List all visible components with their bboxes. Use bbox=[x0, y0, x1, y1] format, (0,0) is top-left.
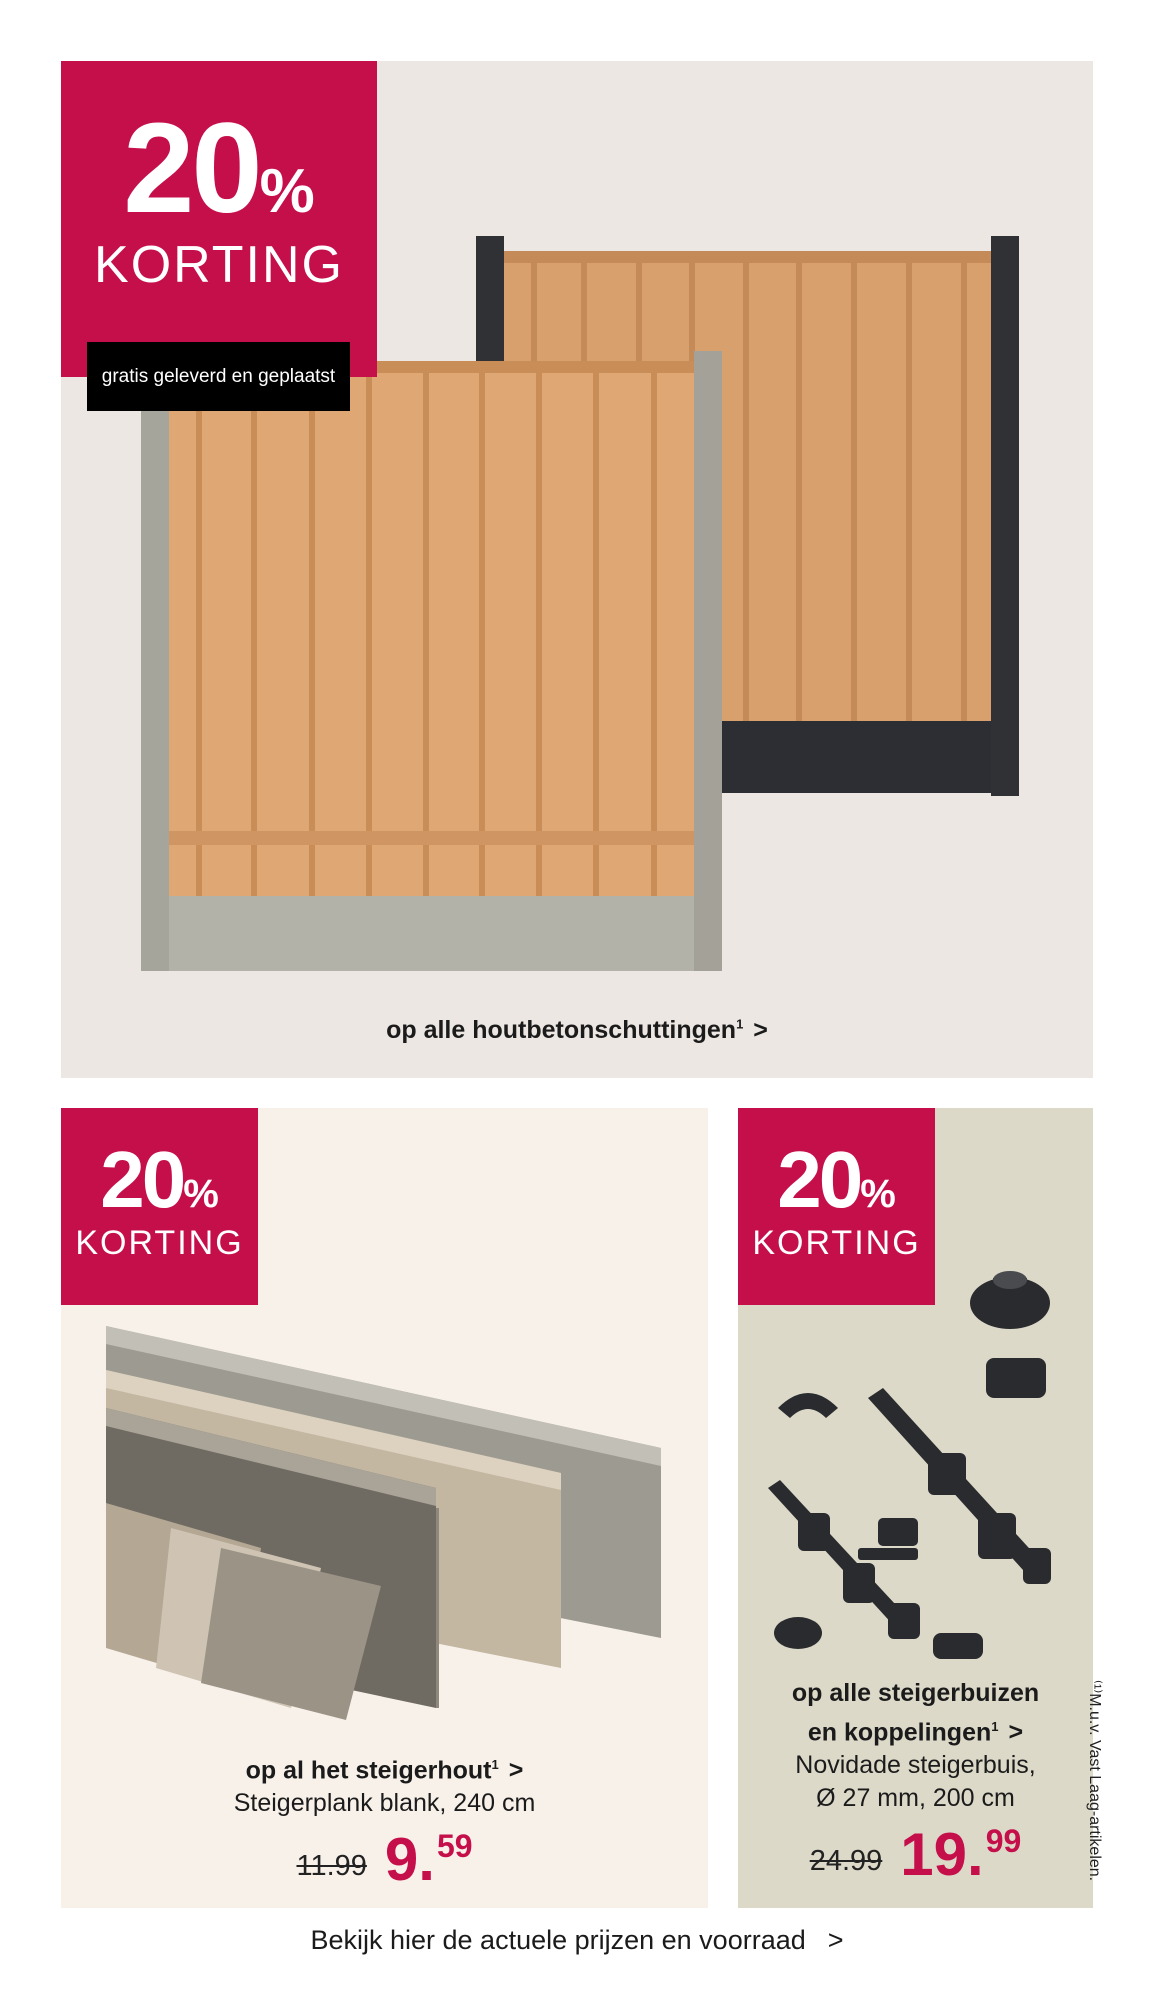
discount-percent: 20 bbox=[100, 1135, 184, 1224]
chevron-right-icon: > bbox=[827, 1925, 844, 1955]
scaffold-wood-offer-panel[interactable] bbox=[61, 1108, 708, 1908]
new-price bbox=[900, 1821, 1022, 1889]
scaffold-tube-offer-text bbox=[738, 1676, 1093, 1889]
scaffold-tube-offer-panel[interactable] bbox=[738, 1108, 1093, 1908]
view-prices-label: Bekijk hier de actuele prijzen en voorraad bbox=[310, 1925, 806, 1955]
new-price-whole: 19. bbox=[900, 1821, 984, 1889]
percent-sign: % bbox=[183, 1172, 219, 1216]
scaffold-tube-caption-line1[interactable]: op alle steigerbuizen bbox=[791, 1679, 1040, 1707]
percent-sign: % bbox=[860, 1172, 896, 1216]
new-price-cents: 59 bbox=[436, 1828, 473, 1865]
fence-offer-caption: op alle houtbetonschuttingen bbox=[386, 1016, 737, 1044]
discount-percent: 20 bbox=[123, 97, 260, 240]
percent-sign: % bbox=[259, 157, 315, 226]
delivery-note: gratis geleverd en geplaatst bbox=[87, 342, 350, 411]
footnote-ref: 1 bbox=[991, 1719, 999, 1734]
fence-offer-panel[interactable] bbox=[61, 61, 1093, 1078]
product-name: Steigerplank blank, 240 cm bbox=[233, 1789, 536, 1818]
scaffold-wood-caption: op al het steigerhout bbox=[245, 1756, 492, 1785]
new-price-cents: 99 bbox=[985, 1823, 1022, 1860]
discount-badge bbox=[738, 1108, 935, 1305]
scaffold-tube-offer-link[interactable] bbox=[738, 1710, 1093, 1749]
product-name-line2: Ø 27 mm, 200 cm bbox=[816, 1784, 1015, 1813]
discount-badge bbox=[61, 61, 377, 377]
view-prices-link[interactable] bbox=[0, 1925, 1154, 1956]
discount-percent: 20 bbox=[777, 1135, 861, 1224]
new-price bbox=[384, 1826, 473, 1894]
discount-label: KORTING bbox=[94, 236, 344, 294]
chevron-right-icon: > bbox=[1008, 1718, 1024, 1747]
discount-badge bbox=[61, 1108, 258, 1305]
footnote-text: ⁽¹⁾M.u.v. Vast Laag-artikelen. bbox=[1086, 1680, 1103, 1882]
price-row bbox=[738, 1821, 1093, 1889]
scaffold-wood-offer-link[interactable] bbox=[61, 1748, 708, 1787]
scaffold-wood-offer-text bbox=[61, 1748, 708, 1894]
discount-label: KORTING bbox=[752, 1224, 921, 1262]
footnote-ref: 1 bbox=[736, 1016, 744, 1032]
new-price-whole: 9. bbox=[384, 1826, 435, 1894]
old-price: 24.99 bbox=[809, 1845, 883, 1878]
discount-label: KORTING bbox=[75, 1224, 244, 1262]
chevron-right-icon: > bbox=[508, 1756, 524, 1785]
footnote-ref: 1 bbox=[491, 1757, 499, 1772]
chevron-right-icon: > bbox=[753, 1016, 768, 1044]
fence-offer-link[interactable] bbox=[61, 1016, 1093, 1045]
price-row bbox=[61, 1826, 708, 1894]
scaffold-tube-caption-line2: en koppelingen bbox=[807, 1718, 992, 1747]
product-name-line1: Novidade steigerbuis, bbox=[795, 1751, 1036, 1780]
old-price: 11.99 bbox=[296, 1850, 367, 1883]
